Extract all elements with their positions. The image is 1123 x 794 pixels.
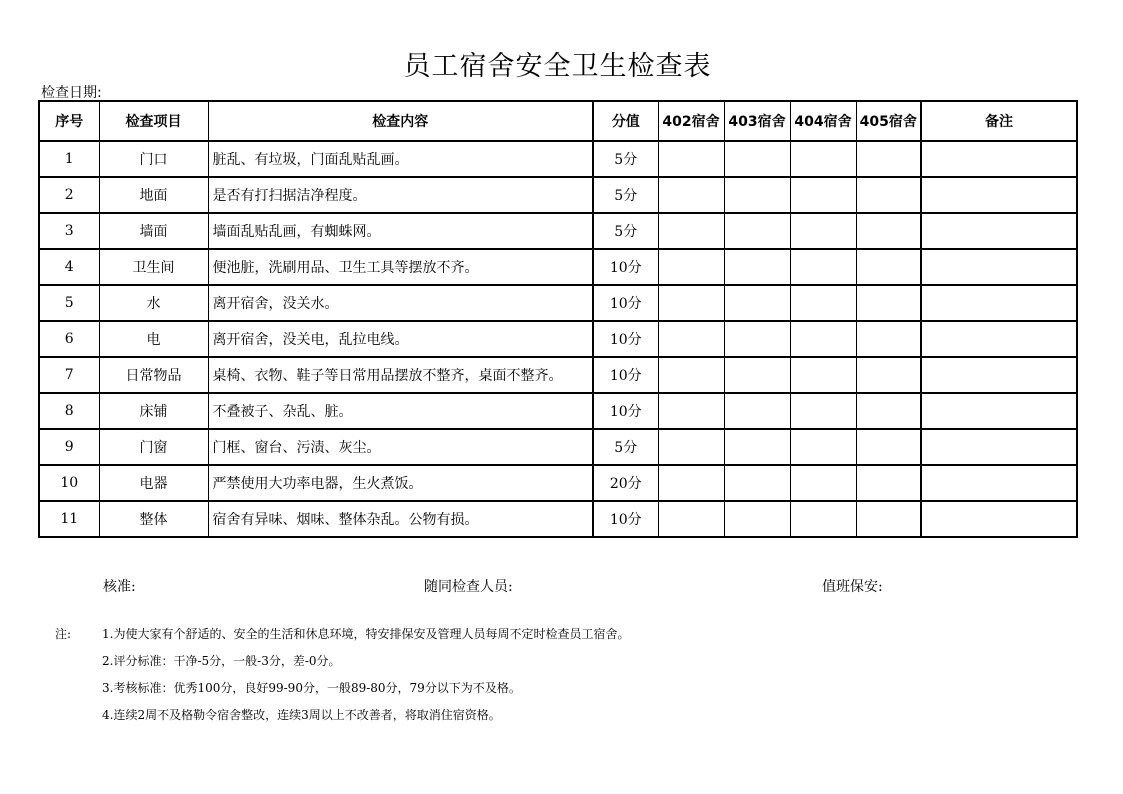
approve-label: 核准: <box>103 579 136 595</box>
score-cell-404[interactable] <box>790 465 856 501</box>
row-content: 墙面乱贴乱画，有蜘蛛网。 <box>208 213 593 249</box>
row-score: 10分 <box>593 393 658 429</box>
score-cell-402[interactable] <box>658 177 724 213</box>
header-room-405: 405宿舍 <box>856 101 921 141</box>
score-cell-405[interactable] <box>856 429 921 465</box>
table-row <box>39 213 1077 249</box>
score-cell-403[interactable] <box>724 393 790 429</box>
remarks-cell[interactable] <box>921 501 1077 537</box>
row-number: 10 <box>39 465 99 501</box>
row-content: 宿舍有异味、烟味、整体杂乱。公物有损。 <box>208 501 593 537</box>
score-cell-403[interactable] <box>724 429 790 465</box>
remarks-cell[interactable] <box>921 429 1077 465</box>
header-remarks: 备注 <box>921 101 1077 141</box>
score-cell-405[interactable] <box>856 141 921 177</box>
row-number: 4 <box>39 249 99 285</box>
score-cell-405[interactable] <box>856 393 921 429</box>
header-room-403: 403宿舍 <box>724 101 790 141</box>
score-cell-405[interactable] <box>856 213 921 249</box>
score-cell-402[interactable] <box>658 285 724 321</box>
score-cell-403[interactable] <box>724 285 790 321</box>
score-cell-404[interactable] <box>790 249 856 285</box>
row-score: 10分 <box>593 501 658 537</box>
inspection-table <box>38 100 1078 538</box>
table-row <box>39 249 1077 285</box>
score-cell-403[interactable] <box>724 321 790 357</box>
table-row <box>39 141 1077 177</box>
remarks-cell[interactable] <box>921 393 1077 429</box>
score-cell-405[interactable] <box>856 249 921 285</box>
row-score: 5分 <box>593 429 658 465</box>
score-cell-405[interactable] <box>856 285 921 321</box>
row-number: 3 <box>39 213 99 249</box>
row-item: 门窗 <box>99 429 208 465</box>
header-score: 分值 <box>593 101 658 141</box>
table-row <box>39 501 1077 537</box>
row-number: 2 <box>39 177 99 213</box>
table-row <box>39 357 1077 393</box>
score-cell-402[interactable] <box>658 393 724 429</box>
remarks-cell[interactable] <box>921 465 1077 501</box>
score-cell-405[interactable] <box>856 357 921 393</box>
score-cell-402[interactable] <box>658 213 724 249</box>
notes-label: 注: <box>55 627 72 641</box>
score-cell-405[interactable] <box>856 321 921 357</box>
row-number: 1 <box>39 141 99 177</box>
row-number: 5 <box>39 285 99 321</box>
guard-label: 值班保安: <box>822 579 883 595</box>
score-cell-402[interactable] <box>658 249 724 285</box>
row-score: 10分 <box>593 357 658 393</box>
table-row <box>39 285 1077 321</box>
row-score: 10分 <box>593 321 658 357</box>
table-body <box>39 141 1077 537</box>
score-cell-402[interactable] <box>658 501 724 537</box>
score-cell-405[interactable] <box>856 465 921 501</box>
row-score: 5分 <box>593 213 658 249</box>
note-line-1: 1.为使大家有个舒适的、安全的生活和休息环境，特安排保安及管理人员每周不定时检查员工宿舍。 <box>102 627 630 641</box>
row-item: 水 <box>99 285 208 321</box>
row-content: 门框、窗台、污渍、灰尘。 <box>208 429 593 465</box>
remarks-cell[interactable] <box>921 213 1077 249</box>
table-header-row <box>39 101 1077 141</box>
page-title: 员工宿舍安全卫生检查表 <box>403 51 712 82</box>
note-line-2: 2.评分标准：干净-5分，一般-3分，差-0分。 <box>102 654 341 668</box>
remarks-cell[interactable] <box>921 177 1077 213</box>
row-content: 离开宿舍，没关电，乱拉电线。 <box>208 321 593 357</box>
header-room-402: 402宿舍 <box>658 101 724 141</box>
row-content: 不叠被子、杂乱、脏。 <box>208 393 593 429</box>
remarks-cell[interactable] <box>921 321 1077 357</box>
score-cell-404[interactable] <box>790 357 856 393</box>
score-cell-405[interactable] <box>856 501 921 537</box>
row-score: 5分 <box>593 141 658 177</box>
header-content: 检查内容 <box>208 101 593 141</box>
score-cell-402[interactable] <box>658 429 724 465</box>
score-cell-402[interactable] <box>658 357 724 393</box>
score-cell-403[interactable] <box>724 501 790 537</box>
row-item: 地面 <box>99 177 208 213</box>
score-cell-404[interactable] <box>790 141 856 177</box>
score-cell-403[interactable] <box>724 141 790 177</box>
row-content: 离开宿舍，没关水。 <box>208 285 593 321</box>
row-number: 8 <box>39 393 99 429</box>
row-item: 卫生间 <box>99 249 208 285</box>
score-cell-403[interactable] <box>724 177 790 213</box>
header-item: 检查项目 <box>99 101 208 141</box>
score-cell-404[interactable] <box>790 285 856 321</box>
score-cell-404[interactable] <box>790 321 856 357</box>
score-cell-403[interactable] <box>724 357 790 393</box>
header-no: 序号 <box>39 101 99 141</box>
table-row <box>39 177 1077 213</box>
row-number: 6 <box>39 321 99 357</box>
row-score: 5分 <box>593 177 658 213</box>
row-number: 9 <box>39 429 99 465</box>
remarks-cell[interactable] <box>921 141 1077 177</box>
row-item: 床铺 <box>99 393 208 429</box>
score-cell-403[interactable] <box>724 249 790 285</box>
row-item: 整体 <box>99 501 208 537</box>
row-item: 墙面 <box>99 213 208 249</box>
inspection-date-label: 检查日期: <box>41 85 102 101</box>
remarks-cell[interactable] <box>921 249 1077 285</box>
note-line-3: 3.考核标准：优秀100分，良好99-90分，一般89-80分，79分以下为不及格。 <box>102 681 521 695</box>
score-cell-403[interactable] <box>724 465 790 501</box>
row-content: 脏乱、有垃圾，门面乱贴乱画。 <box>208 141 593 177</box>
row-content: 是否有打扫据洁净程度。 <box>208 177 593 213</box>
score-cell-403[interactable] <box>724 213 790 249</box>
score-cell-404[interactable] <box>790 213 856 249</box>
score-cell-404[interactable] <box>790 501 856 537</box>
row-item: 电 <box>99 321 208 357</box>
remarks-cell[interactable] <box>921 357 1077 393</box>
row-number: 7 <box>39 357 99 393</box>
row-score: 20分 <box>593 465 658 501</box>
row-content: 桌椅、衣物、鞋子等日常用品摆放不整齐，桌面不整齐。 <box>208 357 593 393</box>
row-item: 电器 <box>99 465 208 501</box>
table-row <box>39 321 1077 357</box>
note-line-4: 4.连续2周不及格勒令宿舍整改，连续3周以上不改善者，将取消住宿资格。 <box>102 708 501 722</box>
score-cell-404[interactable] <box>790 429 856 465</box>
score-cell-402[interactable] <box>658 465 724 501</box>
score-cell-404[interactable] <box>790 177 856 213</box>
row-item: 门口 <box>99 141 208 177</box>
row-number: 11 <box>39 501 99 537</box>
table-row <box>39 465 1077 501</box>
table-row <box>39 429 1077 465</box>
table-row <box>39 393 1077 429</box>
score-cell-402[interactable] <box>658 141 724 177</box>
row-content: 便池脏，洗刷用品、卫生工具等摆放不齐。 <box>208 249 593 285</box>
score-cell-402[interactable] <box>658 321 724 357</box>
inspectors-label: 随同检查人员: <box>424 579 513 595</box>
score-cell-405[interactable] <box>856 177 921 213</box>
score-cell-404[interactable] <box>790 393 856 429</box>
row-score: 10分 <box>593 249 658 285</box>
row-item: 日常物品 <box>99 357 208 393</box>
row-content: 严禁使用大功率电器，生火煮饭。 <box>208 465 593 501</box>
header-room-404: 404宿舍 <box>790 101 856 141</box>
row-score: 10分 <box>593 285 658 321</box>
remarks-cell[interactable] <box>921 285 1077 321</box>
